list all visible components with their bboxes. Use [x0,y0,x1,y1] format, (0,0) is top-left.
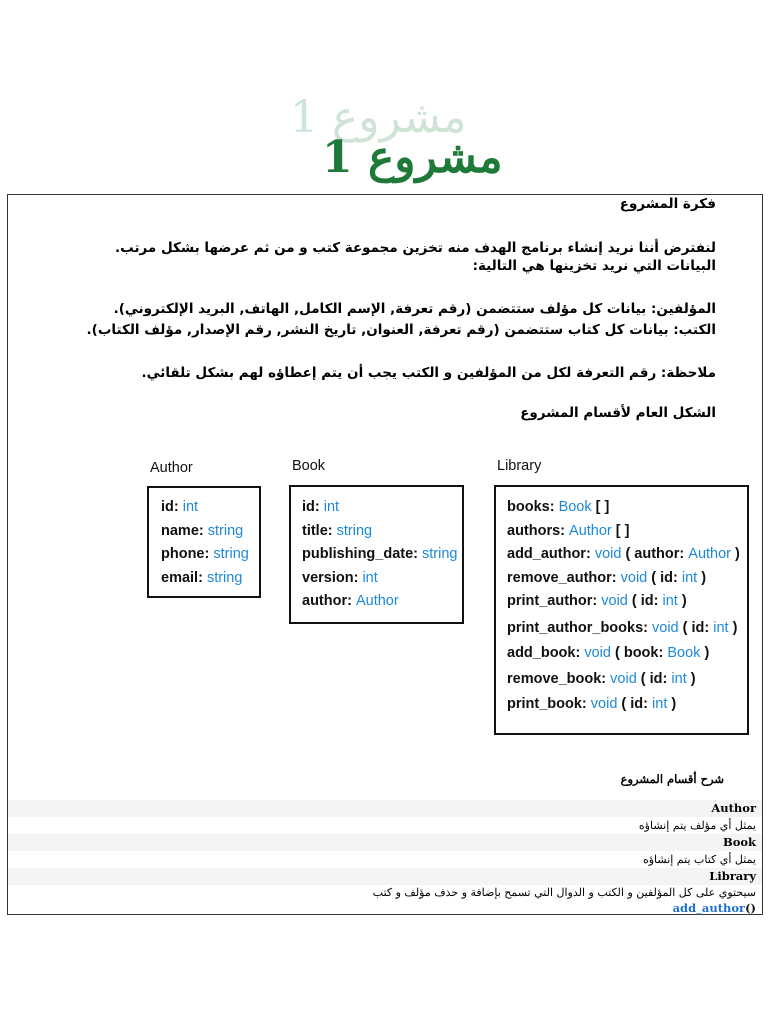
library-member: remove_book: void ( id: int ) [507,670,696,687]
note-text: ملاحظة: رقم التعرفة لكل من المؤلفين و الكتب يجب أن يتم إعطاؤه لهم بشكل تلقائي. [141,365,716,381]
author-section-title-row [8,800,762,817]
structure-heading: الشكل العام لأقسام المشروع [520,405,716,421]
method-row [8,900,762,917]
library-class-title: Library [497,458,542,474]
library-section-title: Library [709,869,756,883]
author-section-title: Author [711,801,756,815]
author-field: name: string [161,522,244,539]
library-member: add_author: void ( author: Author ) [507,546,740,562]
book-section-title: Book [722,835,756,849]
library-member: add_book: void ( book: Book ) [507,645,710,661]
book-section-title-row [8,834,762,851]
library-member: authors: Author [ ] [507,522,630,539]
library-member: print_book: void ( id: int ) [507,696,677,712]
library-member: print_author: void ( id: int ) [507,593,687,609]
author-class-box [147,486,261,598]
title-shadow: مشروع 1 [290,92,467,143]
author-field: id: int [161,499,199,515]
books-description: الكتب: بيانات كل كتاب ستتضمن (رقم تعرفة, العنوان, تاريخ النشر, رقم الإصدار, مؤلف الكتاب). [86,322,716,338]
intro-paragraph-1: لنفترض أننا نريد إنشاء برنامج الهدف منه تخزين مجموعة كتب و من ثم عرضها بشكل مرتب. [115,240,716,256]
page-title: مشروع 1 [322,132,503,183]
book-class-box [289,485,464,624]
author-field: phone: string [161,546,249,562]
title-area [0,80,768,190]
book-class-title: Book [292,458,326,474]
explanation-heading: شرح أقسام المشروع [620,772,724,786]
book-field: version: int [302,569,378,586]
library-member: remove_author: void ( id: int ) [507,569,707,586]
author-field: email: string [161,569,243,586]
library-section-desc: سيحتوي على كل المؤلفين و الكتب و الدوال التي تسمح بإضافة و حذف مؤلف و كتب [372,886,756,899]
book-section-desc-row [8,851,762,868]
author-section-desc-row [8,817,762,834]
authors-description: المؤلفين: بيانات كل مؤلف ستتضمن (رقم تعرفة, الإسم الكامل, الهاتف, البريد الإلكتروني). [113,301,716,317]
book-field: publishing_date: string [302,546,458,562]
book-field: id: int [302,499,340,515]
author-class-title: Author [150,460,193,476]
library-class-box [494,485,749,735]
intro-paragraph-2: البيانات التي نريد تخزينها هي التالية: [472,258,716,274]
library-member: print_author_books: void ( id: int ) [507,619,738,636]
add-author-method-link[interactable]: add_author() [672,901,756,915]
intro-heading: فكرة المشروع [619,196,716,212]
book-section-desc: يمثل أي كتاب يتم إنشاؤه [642,853,756,866]
author-section-desc: يمثل أي مؤلف يتم إنشاؤه [638,819,756,832]
library-member: books: Book [ ] [507,499,610,515]
library-section-desc-row [8,884,762,901]
book-field: author: Author [302,593,399,609]
library-section-title-row [8,868,762,885]
book-field: title: string [302,522,373,539]
